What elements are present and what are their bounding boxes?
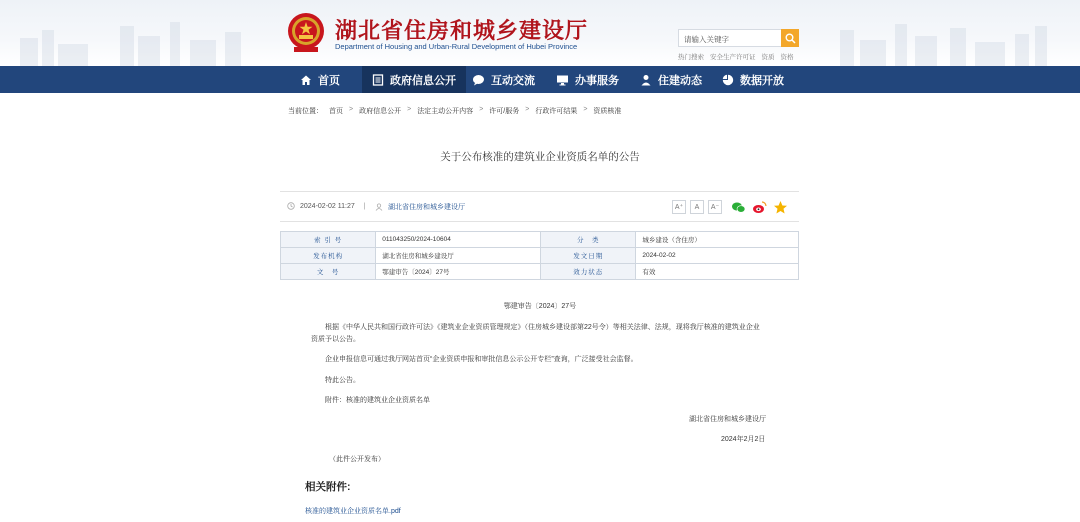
search-icon	[785, 33, 796, 44]
article-meta-bar	[280, 191, 799, 222]
site-title[interactable]: 湖北省住房和城乡建设厅	[335, 18, 589, 44]
validity-value: 有效	[636, 264, 799, 280]
table-row	[281, 264, 799, 280]
pie-chart-icon	[722, 74, 734, 86]
breadcrumb-prefix: 当前位置：	[288, 108, 323, 115]
document-number: 鄂建审告〔2024〕27号	[503, 303, 577, 310]
category-value: 城乡建设（含住房）	[636, 232, 799, 248]
body-paragraph-1-continued: 资质予以公告。	[311, 336, 360, 343]
attachment-link[interactable]: 核准的建筑业企业资质名单.pdf	[305, 508, 401, 515]
home-icon	[300, 74, 312, 86]
body-paragraph-1-line-1: 根据《中华人民共和国行政许可法》《建筑业企业资质管理规定》（住房城乡建设部第22号令）等相关法律、法规，现将我厅核准的建筑业企业	[325, 324, 760, 331]
body-paragraph-2: 企业申报信息可通过我厅网站首页“企业资质申报和审批信息公示公开专栏”查询，广泛接受社会监督。	[325, 356, 638, 363]
breadcrumb-separator: >	[525, 106, 530, 113]
weibo-share-icon[interactable]	[752, 200, 767, 215]
nav-label: 数据开放	[740, 74, 784, 87]
nav-label: 办事服务	[575, 74, 619, 87]
nav-item-interaction[interactable]	[462, 66, 545, 93]
body-paragraph-attachment-note: 附件：核准的建筑业企业资质名单	[325, 397, 430, 404]
attachments-heading: 相关附件:	[305, 481, 351, 493]
doc-number-value: 鄂建审告〔2024〕27号	[376, 264, 541, 280]
validity-label: 效力状态	[541, 264, 636, 280]
hot-link-safety-permit[interactable]: 安全生产许可证	[710, 54, 756, 61]
nav-item-government-info[interactable]	[362, 66, 466, 93]
user-icon	[375, 203, 383, 211]
signature: 湖北省住房和城乡建设厅	[689, 416, 766, 423]
document-icon	[372, 74, 384, 86]
issuer-label: 发布机构	[281, 248, 376, 264]
clock-icon	[287, 202, 295, 210]
breadcrumb-item[interactable]: 首页	[329, 108, 343, 115]
nav-item-news[interactable]	[630, 66, 712, 93]
breadcrumb	[288, 106, 621, 116]
monitor-icon	[556, 74, 569, 86]
wechat-share-icon[interactable]	[731, 200, 746, 215]
breadcrumb-item[interactable]: 许可/服务	[489, 108, 520, 115]
nav-item-home[interactable]	[290, 66, 350, 93]
article-title: 关于公布核准的建筑业企业资质名单的公告	[440, 151, 640, 163]
national-emblem-icon	[286, 11, 326, 53]
breadcrumb-separator: >	[583, 106, 588, 113]
issue-date-value: 2024-02-02	[636, 248, 799, 264]
breadcrumb-separator: >	[349, 106, 354, 113]
publish-note: （此件公开发布）	[329, 456, 385, 463]
breadcrumb-item[interactable]: 政府信息公开	[359, 108, 402, 115]
doc-number-label: 文 号	[281, 264, 376, 280]
hot-link-qualification[interactable]: 资质	[761, 54, 775, 61]
sign-date: 2024年2月2日	[721, 436, 766, 443]
article-source	[375, 202, 465, 212]
publish-date-text: 2024-02-02 11:27	[300, 202, 355, 210]
font-size-medium-button[interactable]: A	[690, 200, 704, 214]
breadcrumb-item[interactable]: 行政许可结果	[535, 108, 578, 115]
article-source-text: 湖北省住房和城乡建设厅	[388, 204, 465, 211]
index-number-value: 011043250/2024-10604	[376, 232, 541, 248]
category-label: 分 类	[541, 232, 636, 248]
hot-search-links	[678, 52, 794, 61]
nav-label: 首页	[318, 74, 340, 87]
issuer-value: 湖北省住房和城乡建设厅	[376, 248, 541, 264]
nav-label: 住建动态	[658, 74, 702, 87]
index-number-label: 索 引 号	[281, 232, 376, 248]
breadcrumb-separator: >	[407, 106, 412, 113]
chat-icon	[472, 74, 485, 86]
search-button[interactable]	[781, 29, 799, 47]
publish-date: 2024-02-02 11:27 |	[287, 202, 366, 210]
search-input[interactable]: 请输入关键字	[678, 29, 782, 47]
breadcrumb-item[interactable]: 法定主动公开内容	[417, 108, 474, 115]
main-nav	[0, 66, 1080, 93]
site-subtitle: Department of Housing and Urban-Rural Development of Hubei Province	[335, 42, 578, 51]
document-info-table	[280, 231, 799, 280]
font-size-large-button[interactable]: A⁺	[672, 200, 686, 214]
person-icon	[640, 74, 652, 86]
hot-search-label: 热门搜索	[678, 54, 704, 61]
nav-label: 政府信息公开	[390, 74, 456, 87]
font-size-small-button[interactable]: A⁻	[708, 200, 722, 214]
favorite-star-icon[interactable]	[773, 200, 788, 215]
nav-item-services[interactable]	[546, 66, 629, 93]
table-row	[281, 232, 799, 248]
table-row	[281, 248, 799, 264]
breadcrumb-item[interactable]: 资质核准	[593, 108, 622, 115]
site-header	[0, 0, 1080, 66]
body-paragraph-3: 特此公告。	[325, 377, 360, 384]
issue-date-label: 发文日期	[541, 248, 636, 264]
breadcrumb-separator: >	[479, 106, 484, 113]
nav-item-open-data[interactable]	[712, 66, 794, 93]
hot-link-certification[interactable]: 资格	[780, 54, 794, 61]
nav-label: 互动交流	[491, 74, 535, 87]
